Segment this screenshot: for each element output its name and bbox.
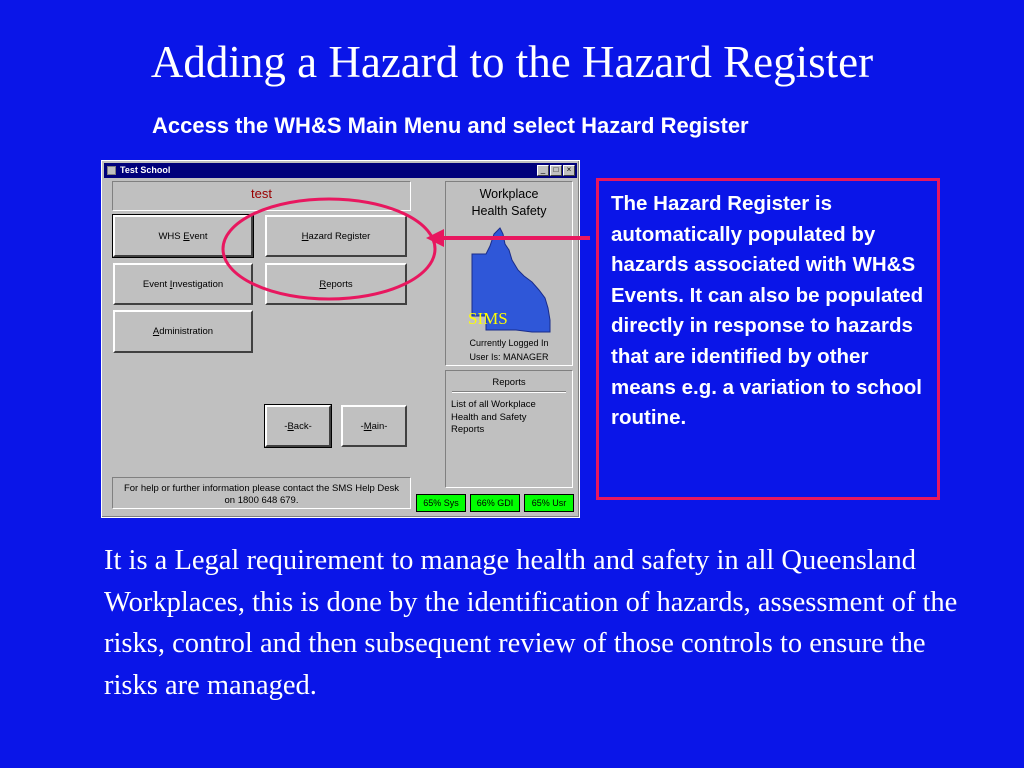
main-button[interactable]: [341, 405, 407, 447]
sims-logo-text: SIMS: [468, 309, 508, 328]
callout-text: The Hazard Register is automatically populated by hazards associated with WH&S Events. It can also be populated directly in response to hazards that are identified by other means e.g. a variation to school routine.: [611, 192, 924, 430]
app-icon: [107, 166, 116, 175]
reports-info-title: Reports: [492, 377, 526, 388]
arrow-pointer: [424, 226, 594, 250]
brand-line-1: Workplace: [479, 187, 539, 201]
reports-label: Reports: [319, 278, 353, 290]
highlight-ring: [218, 194, 440, 304]
status-usr: 65% Usr: [524, 494, 574, 512]
reports-info-divider: [452, 391, 566, 393]
administration-button[interactable]: [113, 310, 253, 353]
body-paragraph: It is a Legal requirement to manage health and safety in all Queensland Workplaces, this is done by the identification of hazards, assessment of the risks, control and then subsequent review of those controls to ensure the risks are managed.: [104, 545, 958, 701]
main-label: -Main-: [360, 420, 388, 432]
help-panel: [112, 477, 411, 509]
slide-title: Adding a Hazard to the Hazard Register: [150, 37, 874, 87]
window-titlebar: [104, 163, 577, 178]
logged-in-label: Currently Logged In: [469, 338, 549, 348]
window-title: Test School: [120, 165, 171, 175]
hazard-register-label: Hazard Register: [301, 230, 371, 242]
whs-event-label: WHS Event: [158, 230, 208, 242]
close-button[interactable]: ×: [563, 165, 575, 176]
reports-info-description: List of all Workplace Health and Safety Reports: [451, 399, 536, 435]
school-name: test: [251, 186, 272, 201]
back-label: -Back-: [284, 420, 312, 432]
help-text: For help or further information please contact the SMS Help Desk on 1800 648 679.: [123, 483, 400, 506]
brand-line-2: Health Safety: [471, 204, 547, 218]
brand-title: [446, 186, 572, 220]
reports-info-panel: [445, 370, 573, 488]
minimize-button[interactable]: _: [537, 165, 549, 176]
maximize-button[interactable]: □: [550, 165, 562, 176]
callout-box: [596, 178, 940, 500]
event-investigation-label: Event Investigation: [142, 278, 224, 290]
user-label: User Is: MANAGER: [469, 352, 549, 362]
status-gdi: 66% GDI: [470, 494, 520, 512]
status-sys: 65% Sys: [416, 494, 466, 512]
back-button[interactable]: [265, 405, 331, 447]
brand-panel: [445, 181, 573, 366]
administration-label: Administration: [152, 326, 214, 337]
slide-subtitle: Access the WH&S Main Menu and select Hazard Register: [152, 113, 749, 138]
